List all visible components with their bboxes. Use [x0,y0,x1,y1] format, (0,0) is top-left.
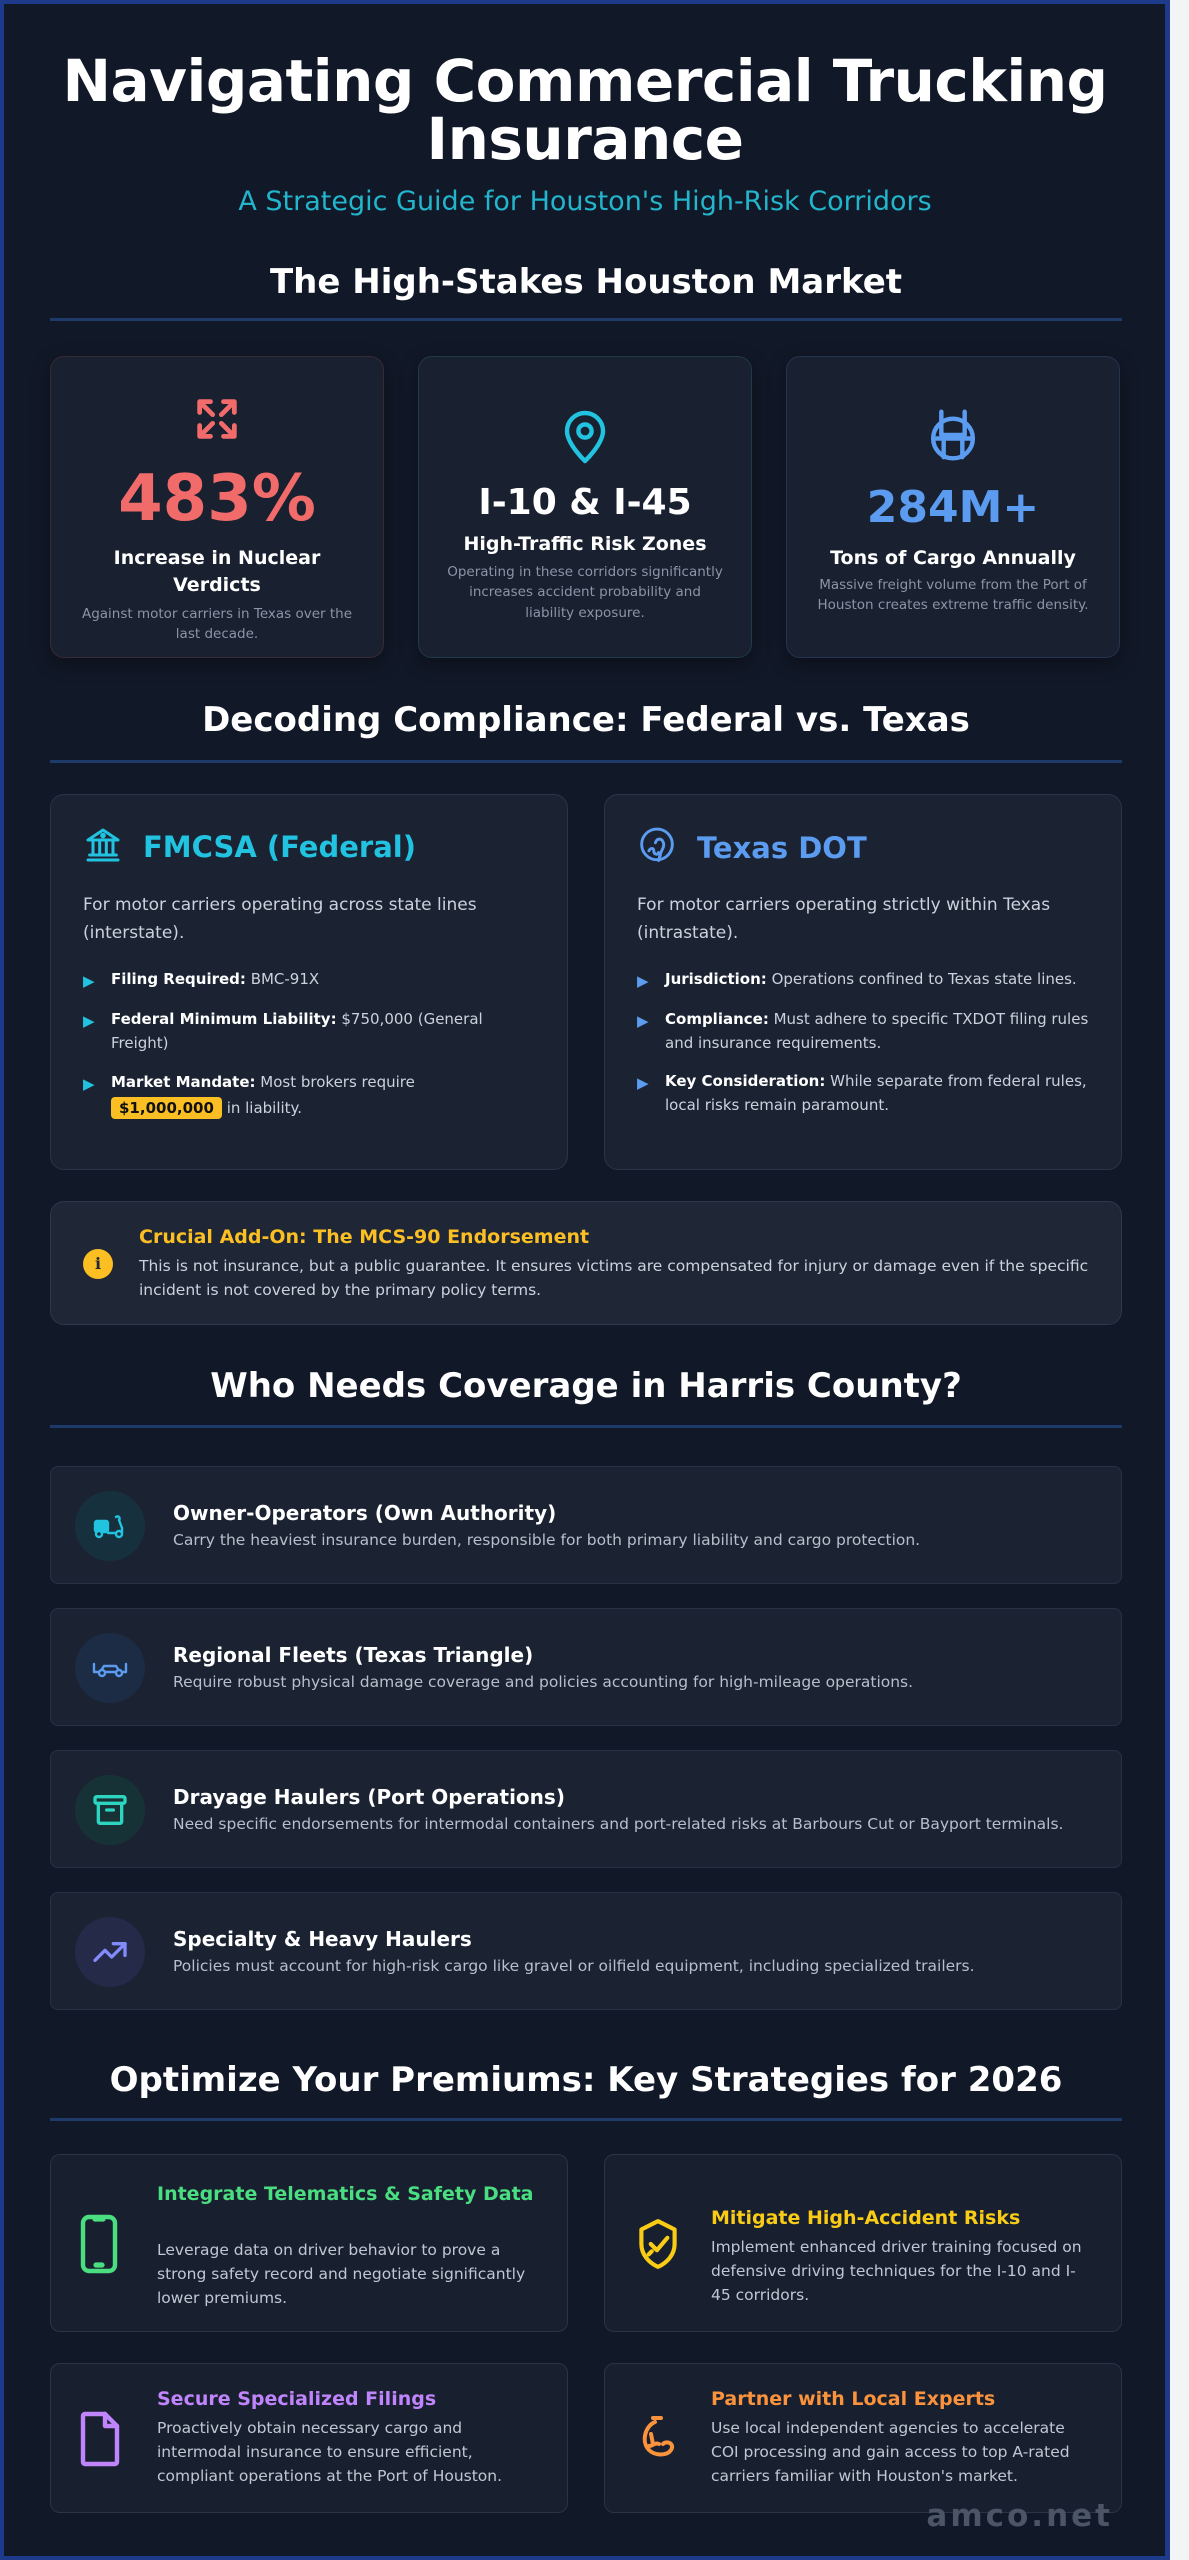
requirements-list [83,967,537,1136]
stat-label: High-Traffic Risk Zones [463,533,707,555]
card-intro: For motor carriers operating across state lines (interstate). [83,895,477,944]
strategy-desc: Use local independent agencies to accelerate COI processing and gain access to top A-rated carriers familiar with Houston's market. [711,2419,1070,2486]
coverage-item-specialty-haulers [50,1892,1122,2010]
notice-title: Crucial Add-On: The MCS-90 Endorsement [139,1226,590,1248]
section-divider [50,318,1122,321]
compliance-card-texas [604,794,1122,1170]
section-divider [50,2118,1122,2121]
arrow-right-icon: ▶ [637,972,649,990]
requirements-list [637,967,1091,1131]
stat-label: Tons of Cargo Annually [830,547,1076,569]
stat-card-cargo [786,356,1120,658]
strategy-desc: Implement enhanced driver training focused on defensive driving techniques for the I-10 and I-45 corridors. [711,2238,1082,2305]
list-item: ▶ Jurisdiction: Operations confined to Texas state lines. [637,967,1091,993]
section-title-coverage: Who Needs Coverage in Harris County? [210,1366,962,1406]
arrow-right-icon: ▶ [83,1012,95,1030]
stat-value: I-10 & I-45 [478,482,692,523]
coverage-title: Owner-Operators (Own Authority) [173,1501,557,1525]
list-item: ▶ Filing Required: BMC-91X [83,967,537,993]
stat-card-verdicts [50,356,384,658]
trending-up-icon [75,1917,145,1987]
section-divider [50,760,1122,763]
coverage-title: Drayage Haulers (Port Operations) [173,1785,565,1809]
card-title: Texas DOT [697,831,867,865]
handshake-icon [633,2410,681,2470]
page-subtitle: A Strategic Guide for Houston's High-Risk Corridors [238,186,932,217]
section-title-market: The High-Stakes Houston Market [269,262,903,302]
expand-arrows-icon [51,393,383,445]
document-icon [79,2410,123,2472]
stat-card-corridors [418,356,752,658]
coverage-desc: Require robust physical damage coverage and policies accounting for high-mileage operations. [173,1673,914,1691]
coverage-item-owner-operators [50,1466,1122,1584]
stat-label: Increase in Nuclear Verdicts [113,547,321,596]
arrow-right-icon: ▶ [83,1075,95,1093]
stat-description: Operating in these corridors significantly increases accident probability and liability exposure. [447,564,723,621]
strategy-title: Mitigate High-Accident Risks [711,2207,1021,2229]
car-fleet-icon [75,1633,145,1703]
compliance-card-federal [50,794,568,1170]
coverage-desc: Policies must account for high-risk cargo like gravel or oilfield equipment, including specialized trailers. [173,1957,975,1975]
arrow-right-icon: ▶ [637,1012,649,1030]
coverage-desc: Need specific endorsements for intermodal containers and port-related risks at Barbours Cut or Bayport terminals. [173,1815,1064,1833]
strategy-card-telematics [50,2154,568,2332]
smartphone-icon [79,2213,119,2279]
strategy-title: Integrate Telematics & Safety Data [157,2183,534,2205]
section-title-compliance: Decoding Compliance: Federal vs. Texas [202,700,970,740]
strategy-card-experts [604,2363,1122,2513]
list-item: ▶ Market Mandate: Most brokers require $1,000,000 in liability. [83,1069,537,1122]
cargo-ship-icon [787,407,1119,463]
coverage-item-regional-fleets [50,1608,1122,1726]
coverage-title: Regional Fleets (Texas Triangle) [173,1643,534,1667]
list-item: ▶ Compliance: Must adhere to specific TXDOT filing rules and insurance requirements. [637,1007,1091,1055]
truck-moving-icon [75,1491,145,1561]
card-title: FMCSA (Federal) [143,830,416,864]
strategy-desc: Proactively obtain necessary cargo and intermodal insurance to ensure efficient, compliant operations at the Port of Houston. [157,2419,503,2486]
strategy-card-risk [604,2154,1122,2332]
stat-description: Massive freight volume from the Port of Houston creates extreme traffic density. [817,577,1089,614]
shield-check-icon [633,2217,683,2275]
section-title-strategies: Optimize Your Premiums: Key Strategies for 2026 [109,2060,1063,2100]
section-divider [50,1425,1122,1428]
map-pin-icon [419,409,751,465]
strategy-desc: Leverage data on driver behavior to prove a strong safety record and negotiate significantly lower premiums. [157,2241,526,2308]
container-box-icon [75,1775,145,1845]
arrow-right-icon: ▶ [637,1074,649,1092]
stat-description: Against motor carriers in Texas over the last decade. [81,606,353,643]
mcs90-notice [50,1201,1122,1325]
list-item: ▶ Federal Minimum Liability: $750,000 (General Freight) [83,1007,537,1055]
coverage-desc: Carry the heaviest insurance burden, responsible for both primary liability and cargo protection. [173,1531,921,1549]
coverage-title: Specialty & Heavy Haulers [173,1927,472,1951]
list-item: ▶ Key Consideration: While separate from federal rules, local risks remain paramount. [637,1069,1091,1117]
notice-text: This is not insurance, but a public guarantee. It ensures victims are compensated for injury or damage even if the specific incident is not covered by the primary policy terms. [139,1257,1089,1300]
strategy-title: Secure Specialized Filings [157,2388,437,2410]
strategy-title: Partner with Local Experts [711,2388,996,2410]
stat-value: 284M+ [866,482,1040,533]
page-title: Navigating Commercial Trucking Insurance [62,47,1108,173]
watermark: amco.net [926,2498,1113,2534]
arrow-right-icon: ▶ [83,972,95,990]
coverage-item-drayage-haulers [50,1750,1122,1868]
info-icon: i [83,1249,113,1279]
strategy-card-filings [50,2363,568,2513]
card-intro: For motor carriers operating strictly within Texas (intrastate). [637,895,1051,944]
highlight-badge: $1,000,000 [111,1097,222,1119]
stat-value: 483% [118,462,316,536]
government-building-icon [83,825,123,869]
texas-map-icon [637,825,677,871]
